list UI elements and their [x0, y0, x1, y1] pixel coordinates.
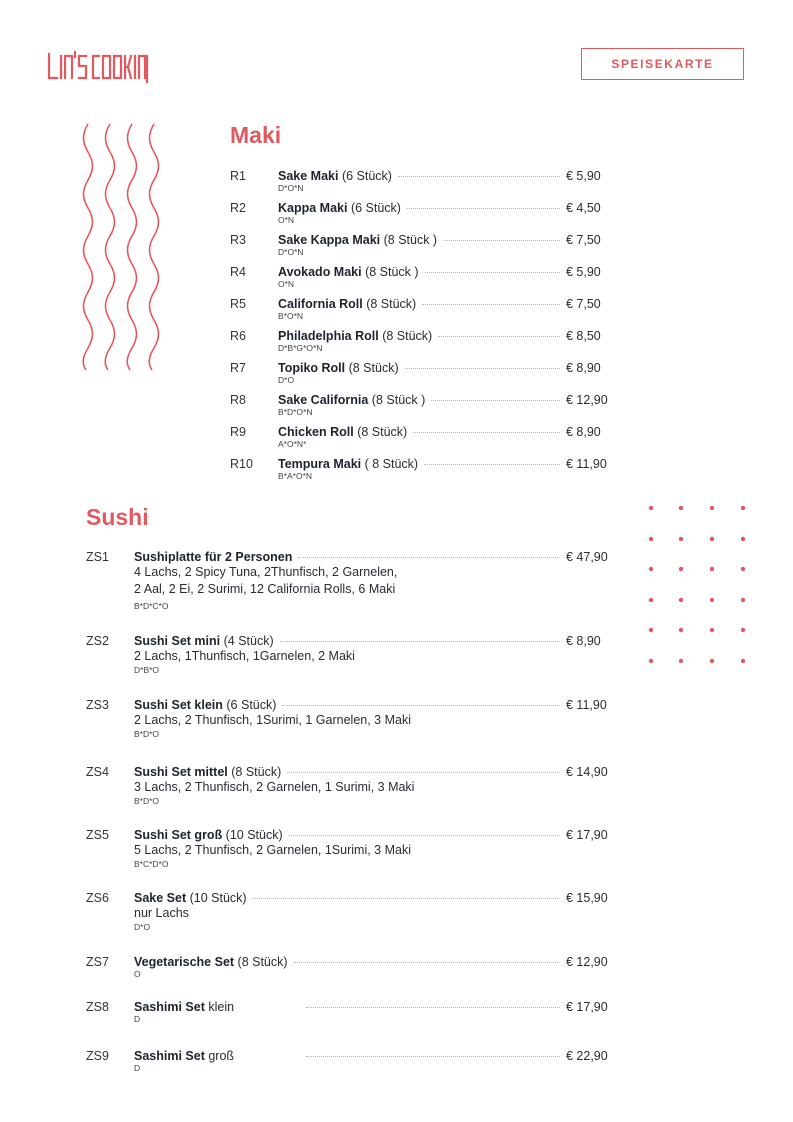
item-name: Sake Kappa Maki	[278, 233, 381, 247]
item-code: ZS6	[86, 891, 109, 905]
item-code: ZS3	[86, 698, 109, 712]
item-allergens: B*C*D*O	[134, 859, 169, 869]
dot-leader	[280, 641, 560, 642]
item-size: (8 Stück)	[227, 765, 282, 779]
item-name: Sushi Set mini	[134, 634, 221, 648]
item-code: R1	[230, 169, 246, 183]
item-allergens: D*O	[278, 375, 295, 385]
dot-leader	[289, 835, 560, 836]
menu-item-zs2	[86, 634, 610, 675]
menu-item-r6	[230, 329, 610, 353]
item-allergens: A*O*N*	[278, 439, 307, 449]
item-name: Sushi Set klein	[134, 698, 223, 712]
menu-item-zs6	[86, 891, 610, 932]
item-price: € 5,90	[566, 169, 601, 183]
item-code: R4	[230, 265, 246, 279]
dot-leader	[306, 1007, 560, 1008]
item-code: R10	[230, 457, 253, 471]
dot-leader	[431, 400, 560, 401]
item-price: € 17,90	[566, 828, 608, 842]
item-allergens: B*A*O*N	[278, 471, 313, 481]
menu-item-r10	[230, 457, 610, 481]
item-code: ZS7	[86, 955, 109, 969]
item-description: 2 Aal, 2 Ei, 2 Surimi, 12 California Rolls, 6 Maki	[134, 582, 396, 596]
item-name: California Roll	[278, 297, 363, 311]
item-allergens: D*O	[134, 922, 151, 932]
dot-leader	[282, 705, 560, 706]
item-size: (8 Stück )	[368, 393, 426, 407]
item-price: € 7,50	[566, 233, 601, 247]
item-price: € 17,90	[566, 1000, 608, 1014]
item-price: € 15,90	[566, 891, 608, 905]
menu-item-r9	[230, 425, 610, 449]
menu-item-r4	[230, 265, 610, 289]
dot-leader	[253, 898, 560, 899]
item-allergens: D	[134, 1063, 141, 1073]
menu-item-zs1	[86, 550, 610, 611]
item-price: € 12,90	[566, 955, 608, 969]
item-name: Kappa Maki	[278, 201, 348, 215]
item-price: € 11,90	[566, 698, 607, 712]
item-price: € 8,90	[566, 425, 601, 439]
item-description: 3 Lachs, 2 Thunfisch, 2 Garnelen, 1 Surimi, 3 Maki	[134, 780, 415, 794]
item-name: Topiko Roll	[278, 361, 346, 375]
item-code: ZS2	[86, 634, 109, 648]
item-allergens: O*N	[278, 215, 295, 225]
item-allergens: B*D*O	[134, 796, 160, 806]
item-code: R7	[230, 361, 246, 375]
item-size: (8 Stück)	[345, 361, 399, 375]
item-size: (8 Stück)	[362, 297, 417, 311]
item-description: 2 Lachs, 2 Thunfisch, 1Surimi, 1 Garnelen, 3 Maki	[134, 713, 411, 727]
item-description: 2 Lachs, 1Thunfisch, 1Garnelen, 2 Maki	[134, 649, 355, 663]
item-allergens: D*O*N	[278, 183, 304, 193]
item-name: Sushi Set mittel	[134, 765, 228, 779]
item-code: ZS4	[86, 765, 109, 779]
item-size: (8 Stück)	[378, 329, 433, 343]
item-name: Sashimi Set	[134, 1000, 205, 1014]
item-code: ZS9	[86, 1049, 109, 1063]
item-description: 4 Lachs, 2 Spicy Tuna, 2Thunfisch, 2 Garnelen,	[134, 565, 398, 579]
dot-leader	[413, 432, 560, 433]
item-allergens: D	[134, 1014, 141, 1024]
item-code: ZS1	[86, 550, 109, 564]
menu-badge	[581, 48, 744, 80]
item-price: € 7,50	[566, 297, 601, 311]
menu-item-r7	[230, 361, 610, 385]
item-code: R2	[230, 201, 246, 215]
item-description: 5 Lachs, 2 Thunfisch, 2 Garnelen, 1Surimi, 3 Maki	[134, 843, 411, 857]
item-name: Philadelphia Roll	[278, 329, 379, 343]
item-size: (10 Stück)	[186, 891, 247, 905]
item-name: Sake California	[278, 393, 369, 407]
maki-section-title: Maki	[230, 122, 282, 148]
item-allergens: D*O*N	[278, 247, 304, 257]
item-size: (8 Stück)	[353, 425, 408, 439]
item-allergens: B*O*N	[278, 311, 304, 321]
menu-item-zs9	[86, 1049, 610, 1073]
dot-leader	[422, 304, 560, 305]
dot-leader	[424, 464, 560, 465]
item-allergens: O	[134, 969, 141, 979]
item-price: € 22,90	[566, 1049, 608, 1063]
menu-item-zs4	[86, 765, 610, 806]
dot-leader	[405, 368, 560, 369]
item-name: Sashimi Set	[134, 1049, 205, 1063]
item-size: klein	[204, 1000, 235, 1014]
item-price: € 8,90	[566, 634, 601, 648]
dot-leader	[443, 240, 560, 241]
sushi-section-title: Sushi	[86, 504, 149, 530]
dot-leader	[298, 557, 560, 558]
item-size: (10 Stück)	[222, 828, 283, 842]
item-name: Avokado Maki	[278, 265, 362, 279]
item-code: R3	[230, 233, 246, 247]
item-size: (8 Stück)	[234, 955, 288, 969]
dot-leader	[407, 208, 560, 209]
item-code: R8	[230, 393, 246, 407]
menu-item-r3	[230, 233, 610, 257]
item-price: € 12,90	[566, 393, 608, 407]
brand-logo	[46, 44, 150, 84]
menu-item-r1	[230, 169, 610, 193]
item-allergens: B*D*O*N	[278, 407, 313, 417]
item-name: Chicken Roll	[278, 425, 354, 439]
item-name: Sake Maki	[278, 169, 339, 183]
menu-item-zs5	[86, 828, 610, 869]
item-allergens: O*N	[278, 279, 295, 289]
wave-lines-decoration	[80, 122, 160, 372]
item-name: Vegetarische Set	[134, 955, 235, 969]
item-name: Sake Set	[134, 891, 187, 905]
menu-item-r2	[230, 201, 610, 225]
item-size: (6 Stück)	[222, 698, 277, 712]
menu-item-zs7	[86, 955, 610, 979]
item-code: R6	[230, 329, 246, 343]
item-code: ZS8	[86, 1000, 109, 1014]
dot-leader	[306, 1056, 560, 1057]
item-size: (6 Stück)	[347, 201, 401, 215]
item-allergens: B*D*O	[134, 729, 160, 739]
item-size: groß	[204, 1049, 235, 1063]
item-price: € 4,50	[566, 201, 601, 215]
dot-leader	[294, 962, 560, 963]
item-allergens: B*D*C*O	[134, 601, 169, 611]
item-price: € 14,90	[566, 765, 608, 779]
item-size: (6 Stück)	[338, 169, 392, 183]
item-allergens: D*B*G*O*N	[278, 343, 323, 353]
menu-item-r5	[230, 297, 610, 321]
menu-badge-label: SPEISEKARTE	[611, 57, 714, 71]
item-price: € 47,90	[566, 550, 608, 564]
item-price: € 8,90	[566, 361, 601, 375]
item-code: ZS5	[86, 828, 109, 842]
item-price: € 5,90	[566, 265, 601, 279]
dot-leader	[287, 772, 560, 773]
menu-item-zs8	[86, 1000, 610, 1024]
menu-item-zs3	[86, 698, 610, 739]
item-size: (8 Stück )	[361, 265, 419, 279]
dots-decoration	[642, 500, 752, 670]
item-code: R5	[230, 297, 246, 311]
item-size: (4 Stück)	[220, 634, 274, 648]
dot-leader	[425, 272, 560, 273]
item-price: € 11,90	[566, 457, 607, 471]
item-name: Sushiplatte für 2 Personen	[134, 550, 293, 564]
item-price: € 8,50	[566, 329, 601, 343]
menu-item-r8	[230, 393, 610, 417]
item-size: (8 Stück )	[380, 233, 438, 247]
item-name: Tempura Maki	[278, 457, 362, 471]
item-size: ( 8 Stück)	[361, 457, 419, 471]
item-description: nur Lachs	[134, 906, 189, 920]
item-name: Sushi Set groß	[134, 828, 223, 842]
dot-leader	[398, 176, 560, 177]
item-code: R9	[230, 425, 246, 439]
item-allergens: D*B*O	[134, 665, 160, 675]
dot-leader	[438, 336, 560, 337]
